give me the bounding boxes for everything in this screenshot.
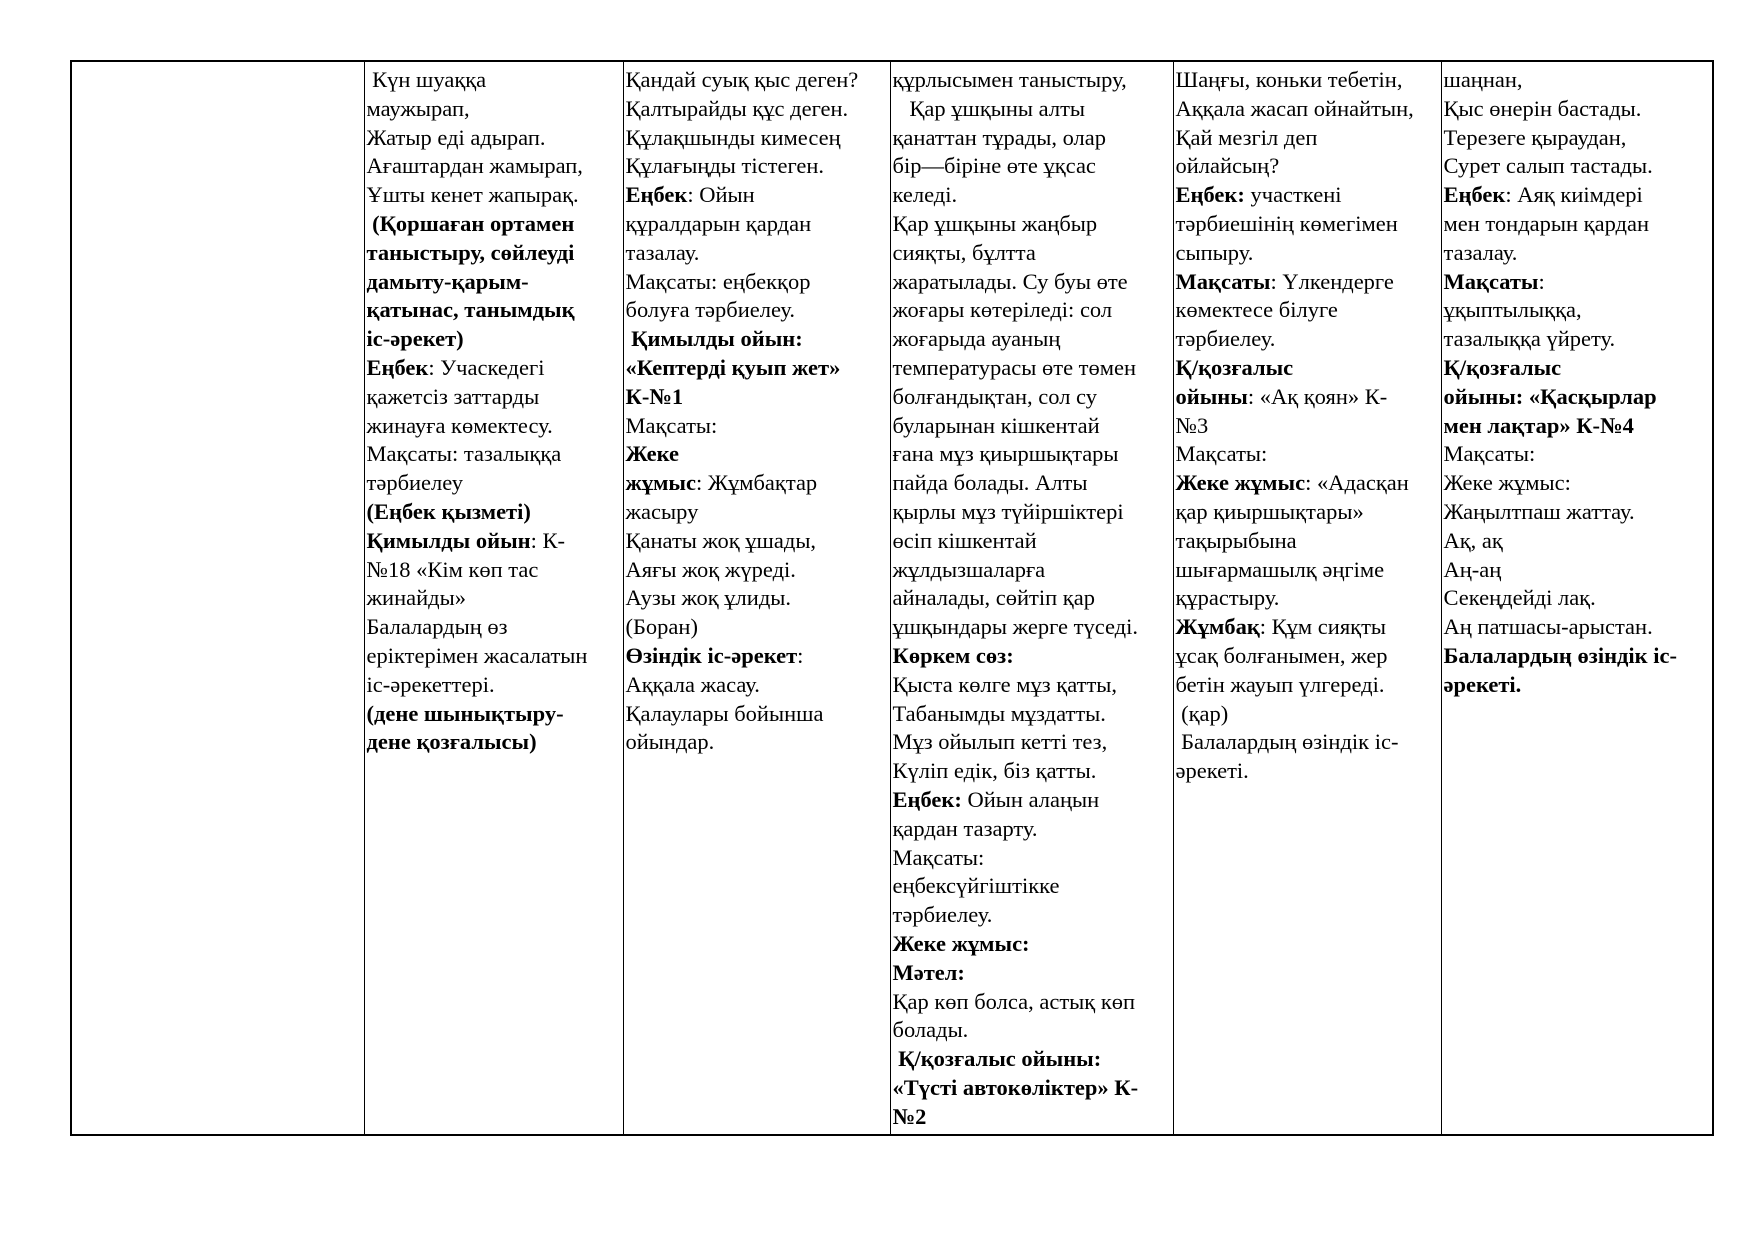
text: Мақсаты: <box>1443 441 1536 467</box>
text-line <box>626 412 888 441</box>
text-line <box>1444 469 1711 498</box>
text-line <box>1176 440 1439 469</box>
text: Қалаулары бойынша <box>625 700 824 726</box>
text: жұлдызшаларға <box>892 556 1046 582</box>
text: : Үлкендерге <box>1270 268 1394 294</box>
text-line <box>893 901 1171 930</box>
text-line <box>1176 498 1439 527</box>
text: Ақ, ақ <box>1443 527 1503 553</box>
table-row <box>71 61 1713 1135</box>
bold-text: таныстыру, сөйлеуді <box>366 239 575 265</box>
text: Аяғы жоқ жүреді. <box>625 556 796 582</box>
text-line <box>367 296 621 325</box>
bold-text: К-№1 <box>625 383 684 409</box>
text-line <box>367 181 621 210</box>
bold-text: ойыны: «Қасқырлар <box>1443 383 1657 409</box>
text-line <box>893 152 1171 181</box>
text: жинайды» <box>366 585 466 611</box>
text: Қандай суық қыс деген? <box>625 67 859 92</box>
bold-text: Қ/қозғалыс ойыны: <box>892 1046 1102 1072</box>
text-line <box>1444 181 1711 210</box>
text-line <box>626 469 888 498</box>
text-line <box>893 1103 1171 1132</box>
text-line <box>1176 95 1439 124</box>
text-line <box>893 872 1171 901</box>
text: Мақсаты: <box>892 844 985 870</box>
text: тазалау. <box>1443 239 1518 265</box>
text: : <box>797 642 804 668</box>
text-line <box>893 757 1171 786</box>
bold-text: «Кептерді қуып жет» <box>625 354 841 380</box>
text-line <box>893 440 1171 469</box>
text-line <box>1444 354 1711 383</box>
text-line <box>893 642 1171 671</box>
text: қырлы мұз түйіршіктері <box>892 498 1124 524</box>
bold-text: Жеке <box>625 441 679 467</box>
bold-text: іс-әрекет) <box>366 326 464 352</box>
bold-text: әрекеті. <box>1443 671 1522 697</box>
text: Құлақшынды кимесең <box>625 124 841 150</box>
text: участкені <box>1244 182 1342 208</box>
bold-text: мен лақтар» К-№4 <box>1443 412 1634 438</box>
text-line <box>367 498 621 527</box>
bold-text: Қ/қозғалыс <box>1175 354 1294 380</box>
text-line <box>1176 584 1439 613</box>
text-line <box>893 296 1171 325</box>
text-line <box>1444 325 1711 354</box>
text-line <box>367 95 621 124</box>
text-line <box>1176 296 1439 325</box>
text: қанаттан тұрады, олар <box>892 124 1107 150</box>
text: келеді. <box>892 182 958 208</box>
text-line <box>1176 757 1439 786</box>
bold-text: №2 <box>892 1103 927 1129</box>
text-line <box>626 210 888 239</box>
text-line <box>1176 210 1439 239</box>
bold-text: жұмыс <box>625 470 696 496</box>
text-line <box>893 959 1171 988</box>
text-line <box>626 671 888 700</box>
text: Аң-аң <box>1443 556 1502 582</box>
bold-text: (Еңбек қызметі) <box>366 498 531 524</box>
text: Қыс өнерін бастады. <box>1443 95 1642 121</box>
text-line <box>1176 354 1439 383</box>
text-line <box>1444 124 1711 153</box>
text: ойлайсың? <box>1175 153 1280 179</box>
text-line <box>1444 498 1711 527</box>
text-line <box>1176 613 1439 642</box>
text: (қар) <box>1175 700 1229 726</box>
text: температурасы өте төмен <box>892 354 1137 380</box>
text: Құлағыңды тістеген. <box>625 153 825 179</box>
text-line <box>893 124 1171 153</box>
bold-text: (Қоршаған ортамен <box>366 210 575 236</box>
text: тәрбиелеу. <box>1175 326 1276 352</box>
text-line <box>367 469 621 498</box>
bold-text: Жеке жұмыс <box>1175 470 1306 496</box>
column-cell-0 <box>71 61 364 1135</box>
text: болады. <box>892 1017 969 1043</box>
text: Секеңдейді лақ. <box>1443 585 1596 611</box>
text: Ағаштардан жамырап, <box>366 153 583 179</box>
text-line <box>1444 95 1711 124</box>
text-line <box>893 556 1171 585</box>
text: сияқты, бұлтта <box>892 239 1036 265</box>
text: еріктерімен жасалатын <box>366 642 588 668</box>
text-line <box>1176 66 1439 95</box>
text-line <box>893 95 1171 124</box>
text-line <box>893 469 1171 498</box>
text: шаңнан, <box>1443 67 1523 92</box>
text: Аққала жасап ойнайтын, <box>1175 95 1414 121</box>
bold-text: Еңбек <box>625 182 688 208</box>
column-cell-2 <box>623 61 890 1135</box>
text-line <box>893 210 1171 239</box>
text-line <box>1444 556 1711 585</box>
text: еңбексүйгіштікке <box>892 873 1060 899</box>
bold-text: Қ/қозғалыс <box>1443 354 1562 380</box>
text: : Құм сияқты <box>1259 614 1387 640</box>
text: жаратылады. Су буы өте <box>892 268 1128 294</box>
text-line <box>1444 671 1711 700</box>
text: Терезеге қыраудан, <box>1443 124 1627 150</box>
text: Сурет салып тастады. <box>1443 153 1653 179</box>
bold-text: Мәтел: <box>892 959 965 985</box>
text-line <box>893 239 1171 268</box>
text-line <box>367 210 621 239</box>
bold-text: дене қозғалысы) <box>366 729 537 755</box>
text-line <box>1176 383 1439 412</box>
text: Мақсаты: тазалыққа <box>366 441 562 467</box>
text-line <box>626 383 888 412</box>
text: : «Ақ қоян» К- <box>1247 383 1388 409</box>
text-line <box>626 354 888 383</box>
text-line <box>626 584 888 613</box>
text-line <box>1444 296 1711 325</box>
text: тазалау. <box>625 239 700 265</box>
bold-text: Балалардың өзіндік іс- <box>1443 642 1677 668</box>
text-line <box>367 124 621 153</box>
text-line <box>1444 152 1711 181</box>
text-line <box>893 844 1171 873</box>
text: (Боран) <box>625 614 698 640</box>
text: Қанаты жоқ ұшады, <box>625 527 817 553</box>
text: Мақсаты: <box>625 412 718 438</box>
text: болуға тәрбиелеу. <box>625 297 796 323</box>
text-line <box>1444 412 1711 441</box>
bold-text: Қимылды ойын: <box>625 326 803 352</box>
text-line <box>1176 469 1439 498</box>
text-line <box>1444 210 1711 239</box>
text-line <box>1176 124 1439 153</box>
text-line <box>1444 66 1711 95</box>
text: Қыста көлге мұз қатты, <box>892 671 1118 697</box>
text: буларынан кішкентай <box>892 412 1100 438</box>
text: Табанымды мұздатты. <box>892 700 1106 726</box>
text: болғандықтан, сол су <box>892 383 1097 409</box>
plan-table <box>70 60 1714 1136</box>
text: : Ойын <box>687 182 755 208</box>
text-line <box>893 181 1171 210</box>
text-line <box>893 930 1171 959</box>
text-line <box>626 527 888 556</box>
text-line <box>1176 152 1439 181</box>
text: Шаңғы, коньки тебетін, <box>1175 67 1403 92</box>
text-line <box>367 66 621 95</box>
text-line <box>367 440 621 469</box>
text-line <box>367 412 621 441</box>
text: : «Адасқан <box>1305 470 1409 496</box>
text-line <box>893 786 1171 815</box>
text-line <box>1176 671 1439 700</box>
text-line <box>367 383 621 412</box>
text-line <box>626 700 888 729</box>
text: Мұз ойылып кетті тез, <box>892 729 1108 755</box>
text-line <box>626 152 888 181</box>
bold-text: Қимылды ойын <box>366 527 531 553</box>
text-line <box>893 728 1171 757</box>
text-line <box>893 383 1171 412</box>
text: : <box>1538 268 1545 294</box>
text-line <box>626 239 888 268</box>
text: жинауға көмектесу. <box>366 412 553 438</box>
text: Күн шуаққа <box>366 67 487 92</box>
text: тазалыққа үйрету. <box>1443 326 1616 352</box>
bold-text: ойыны <box>1175 383 1248 409</box>
text-line <box>367 700 621 729</box>
bold-text: Мақсаты <box>1175 268 1271 294</box>
text: тәрбиелеу. <box>892 902 993 928</box>
text-line <box>893 498 1171 527</box>
bold-text: «Түсті автокөліктер» К- <box>892 1074 1139 1100</box>
bold-text: Еңбек: <box>892 786 962 812</box>
text: Жеке жұмыс: <box>1443 470 1571 496</box>
text-line <box>626 556 888 585</box>
text-line <box>1444 584 1711 613</box>
text-line <box>367 728 621 757</box>
text: сыпыру. <box>1175 239 1254 265</box>
text-line <box>893 671 1171 700</box>
text: пайда болады. Алты <box>892 470 1088 496</box>
text-line <box>1176 728 1439 757</box>
text-line <box>626 66 888 95</box>
text: бір—біріне өте ұқсас <box>892 153 1096 179</box>
text: : К- <box>530 527 566 553</box>
text: Ойын алаңын <box>961 786 1100 812</box>
text: құрлысымен таныстыру, <box>892 67 1127 92</box>
text-line <box>1444 440 1711 469</box>
text-line <box>367 152 621 181</box>
text: Ұшты кенет жапырақ. <box>366 182 579 208</box>
text: айналады, сөйтіп қар <box>892 585 1095 611</box>
text: жоғарыда ауаның <box>892 326 1061 352</box>
text-line <box>367 354 621 383</box>
text: №18 «Кім көп тас <box>366 556 539 582</box>
text-line <box>1444 239 1711 268</box>
text-line <box>893 613 1171 642</box>
text-line <box>626 268 888 297</box>
text: мен тондарын қардан <box>1443 210 1650 236</box>
text: Мақсаты: <box>1175 441 1268 467</box>
text: Аққала жасау. <box>625 671 760 697</box>
text: тәрбиешінің көмегімен <box>1175 210 1398 236</box>
text: тәрбиелеу <box>366 470 463 496</box>
bold-text: Жеке жұмыс: <box>892 930 1030 956</box>
text-line <box>893 527 1171 556</box>
bold-text: Жұмбақ <box>1175 614 1260 640</box>
text: қажетсіз заттарды <box>366 383 540 409</box>
text-line <box>626 296 888 325</box>
text: Балалардың өз <box>366 614 508 640</box>
text: жоғары көтеріледі: сол <box>892 297 1113 323</box>
text-line <box>1444 642 1711 671</box>
bold-text: Еңбек <box>366 354 429 380</box>
text: Қай мезгіл деп <box>1175 124 1318 150</box>
bold-text: қатынас, танымдық <box>366 297 575 323</box>
text: шығармашылқ әңгіме <box>1175 556 1385 582</box>
text: маужырап, <box>366 95 470 121</box>
text-line <box>893 584 1171 613</box>
text-line <box>626 440 888 469</box>
text-line <box>626 124 888 153</box>
text-line <box>893 268 1171 297</box>
text: ұсақ болғанымен, жер <box>1175 642 1388 668</box>
text-line <box>1444 527 1711 556</box>
text: өсіп кішкентай <box>892 527 1037 553</box>
column-cell-4 <box>1173 61 1441 1135</box>
text: қардан тазарту. <box>892 815 1038 841</box>
text-line <box>367 325 621 354</box>
text-line <box>1444 268 1711 297</box>
text: тақырыбына <box>1175 527 1297 553</box>
text: ғана мұз қиыршықтары <box>892 441 1119 467</box>
text-line <box>626 325 888 354</box>
text-line <box>367 556 621 585</box>
text-line <box>893 988 1171 1017</box>
text-line <box>893 1016 1171 1045</box>
text-line <box>1176 239 1439 268</box>
text-line <box>893 66 1171 95</box>
text-line <box>1444 383 1711 412</box>
text-line <box>1444 613 1711 642</box>
bold-text: (дене шынықтыру- <box>366 700 564 726</box>
text: : Учаскедегі <box>428 354 545 380</box>
text: қар қиыршықтары» <box>1175 498 1364 524</box>
text: Балалардың өзіндік іс- <box>1175 729 1399 755</box>
text-line <box>367 671 621 700</box>
text: Аузы жоқ ұлиды. <box>625 585 792 611</box>
text: құрастыру. <box>1175 585 1280 611</box>
text: әрекеті. <box>1175 758 1249 784</box>
text: Күліп едік, біз қатты. <box>892 758 1097 784</box>
text: Аң патшасы-арыстан. <box>1443 614 1653 640</box>
text-line <box>367 239 621 268</box>
text-line <box>893 700 1171 729</box>
text-line <box>893 815 1171 844</box>
bold-text: Көркем сөз: <box>892 642 1014 668</box>
text-line <box>626 728 888 757</box>
text: Мақсаты: еңбекқор <box>625 268 811 294</box>
column-cell-5 <box>1441 61 1713 1135</box>
text-line <box>367 584 621 613</box>
text-line <box>1176 700 1439 729</box>
text-line <box>893 412 1171 441</box>
text-line <box>367 613 621 642</box>
text-line <box>1176 181 1439 210</box>
text: ұқыптылыққа, <box>1443 297 1582 323</box>
text: жасыру <box>625 498 699 524</box>
text-line <box>1176 412 1439 441</box>
text-line <box>1176 642 1439 671</box>
column-cell-1 <box>364 61 623 1135</box>
text-line <box>1176 325 1439 354</box>
text: іс-әрекеттері. <box>366 671 495 697</box>
text: көмектесе білуге <box>1175 297 1338 323</box>
bold-text: Еңбек <box>1443 182 1506 208</box>
text: Қар ұшқыны алты <box>892 95 1086 121</box>
text: бетін жауып үлгереді. <box>1175 671 1385 697</box>
bold-text: Өзіндік іс-әрекет <box>625 642 798 668</box>
text-line <box>367 268 621 297</box>
text-line <box>893 354 1171 383</box>
text: Жаңылтпаш жаттау. <box>1443 498 1635 524</box>
text: : Жұмбақтар <box>695 470 818 496</box>
text: ұшқындары жерге түседі. <box>892 614 1138 640</box>
text-line <box>1176 556 1439 585</box>
text-line <box>367 642 621 671</box>
text: Қалтырайды құс деген. <box>625 95 849 121</box>
text: ойындар. <box>625 729 715 755</box>
text-line <box>1176 268 1439 297</box>
text-line <box>626 498 888 527</box>
text: №3 <box>1175 412 1209 438</box>
text-line <box>626 642 888 671</box>
text-line <box>626 95 888 124</box>
text: құралдарын қардан <box>625 210 812 236</box>
text: Жатыр еді адырап. <box>366 124 546 150</box>
text-line <box>893 325 1171 354</box>
bold-text: Мақсаты <box>1443 268 1539 294</box>
text-line <box>626 181 888 210</box>
text: Қар көп болса, астық көп <box>892 988 1136 1014</box>
text-line <box>893 1074 1171 1103</box>
text: Қар ұшқыны жаңбыр <box>892 210 1098 236</box>
bold-text: дамыту-қарым- <box>366 268 529 294</box>
text-line <box>893 1045 1171 1074</box>
bold-text: Еңбек: <box>1175 182 1245 208</box>
text-line <box>367 527 621 556</box>
text: : Аяқ киімдері <box>1505 182 1643 208</box>
text-line <box>1176 527 1439 556</box>
column-cell-3 <box>890 61 1173 1135</box>
text-line <box>626 613 888 642</box>
